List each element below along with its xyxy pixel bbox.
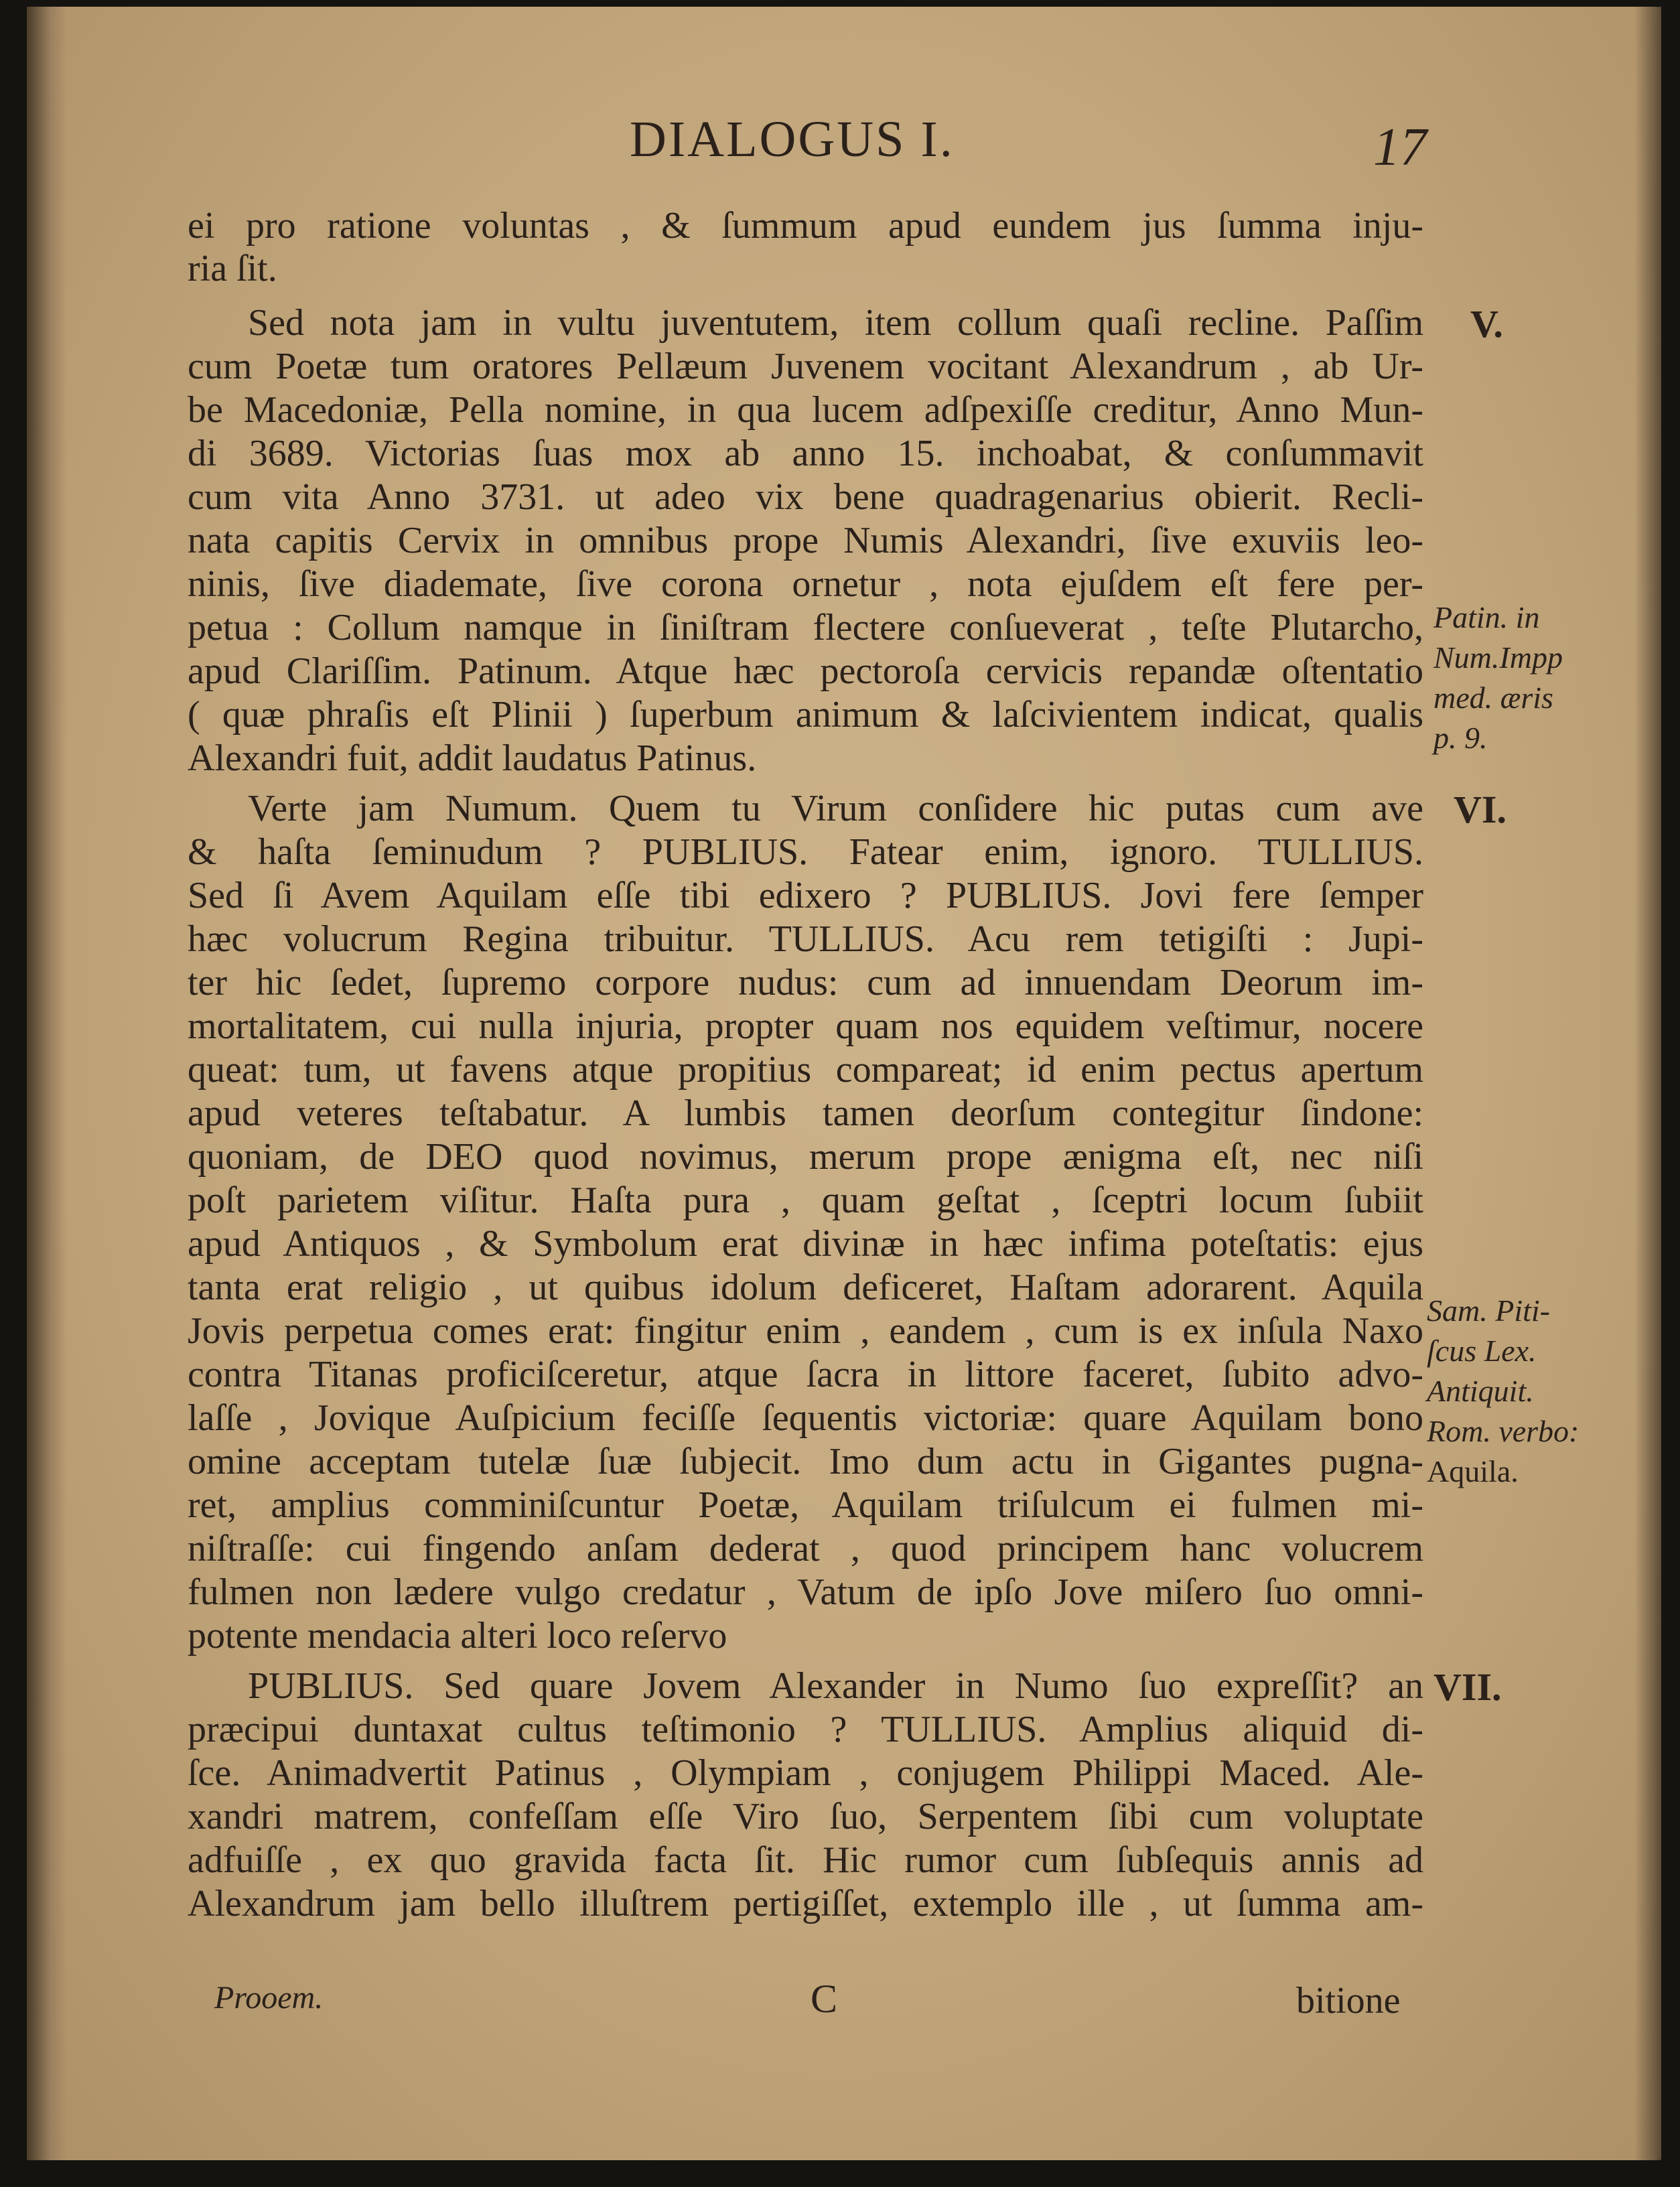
text-line: be Macedoniæ, Pella nomine, in qua lucem adſpexiſſe creditur, Anno Mun-: [188, 389, 1423, 431]
text-line: fulmen non lædere vulgo credatur , Vatum de ipſo Jove miſero ſuo omni-: [188, 1571, 1423, 1613]
text-line: xandri matrem, confeſſam eſſe Viro ſuo, Serpentem ſibi cum voluptate: [188, 1796, 1423, 1837]
text-line: nata capitis Cervix in omnibus prope Numis Alexandri, ſive exuviis leo-: [188, 520, 1423, 561]
text-line: laſſe , Jovique Auſpicium feciſſe ſequentis victoriæ: quare Aquilam bono: [188, 1397, 1423, 1439]
page-gutter: [27, 7, 67, 2160]
catchword: bitione: [1296, 1980, 1401, 2022]
text-line: quoniam, de DEO quod novimus, merum prope ænigma eſt, nec niſi: [188, 1136, 1423, 1178]
margin-note-patin-1: Patin. in: [1433, 600, 1540, 634]
text-line: Jovis perpetua comes erat: fingitur enim , eandem , cum is ex inſula Naxo: [188, 1310, 1423, 1352]
text-line: ret, amplius comminiſcuntur Poetæ, Aquilam triſulcum ei fulmen mi-: [188, 1484, 1423, 1526]
text-line: hæc volucrum Regina tribuitur. TULLIUS. Acu rem tetigiſti : Jupi-: [188, 918, 1423, 960]
section-number-v: V.: [1470, 302, 1503, 346]
text-line: præcipui duntaxat cultus teſtimonio ? TULLIUS. Amplius aliquid di-: [188, 1709, 1423, 1750]
margin-note-patin-2: Num.Impp: [1433, 640, 1563, 675]
text-line: omine acceptam tutelæ ſuæ ſubjecit. Imo dum actu in Gigantes pugna-: [188, 1441, 1423, 1482]
text-line: Sed ſi Avem Aquilam eſſe tibi edixero ? PUBLIUS. Jovi fere ſemper: [188, 875, 1423, 916]
text-line: ( quæ phraſis eſt Plinii ) ſuperbum animum & laſcivientem indicat, qualis: [188, 694, 1423, 735]
text-line: apud Clariſſim. Patinum. Atque hæc pectoroſa cervicis repandæ oſtentatio: [188, 650, 1423, 692]
page-number: 17: [1373, 118, 1427, 177]
text-line: apud Antiquos , & Symbolum erat divinæ in hæc infima poteſtatis: ejus: [188, 1223, 1423, 1265]
text-line: tanta erat religio , ut quibus idolum deficeret, Haſtam adorarent. Aquila: [188, 1267, 1423, 1308]
margin-note-piti-2: ſcus Lex.: [1427, 1334, 1537, 1368]
margin-note-piti-5: Aquila.: [1427, 1454, 1519, 1488]
text-line: PUBLIUS. Sed quare Jovem Alexander in Numo ſuo expreſſit? an: [248, 1665, 1423, 1707]
text-line: & haſta ſeminudum ? PUBLIUS. Fatear enim, ignoro. TULLIUS.: [188, 831, 1423, 873]
text-line: ria ſit.: [188, 248, 277, 289]
text-line: potente mendacia alteri loco reſervo: [188, 1615, 727, 1656]
page-edge: [1634, 7, 1661, 2160]
section-number-vii: VII.: [1433, 1665, 1502, 1709]
text-line: petua : Collum namque in ſiniſtram flectere conſueverat , teſte Plutarcho,: [188, 607, 1423, 648]
margin-note-patin-3: med. æris: [1433, 681, 1553, 715]
footer-left-note: Prooem.: [214, 1980, 324, 2016]
text-line: di 3689. Victorias ſuas mox ab anno 15. inchoabat, & conſummavit: [188, 433, 1423, 474]
section-number-vi: VI.: [1454, 788, 1507, 831]
text-line: ei pro ratione voluntas , & ſummum apud eundem jus ſumma inju-: [188, 205, 1423, 246]
text-line: Sed nota jam in vultu juventutem, item collum quaſi recline. Paſſim: [248, 302, 1423, 344]
margin-note-patin-4: p. 9.: [1433, 721, 1488, 755]
text-line: apud veteres teſtabatur. A lumbis tamen deorſum contegitur ſindone:: [188, 1092, 1423, 1134]
text-line: poſt parietem viſitur. Haſta pura , quam geſtat , ſceptri locum ſubiit: [188, 1180, 1423, 1221]
text-line: cum Poetæ tum oratores Pellæum Juvenem vocitant Alexandrum , ab Ur-: [188, 346, 1423, 387]
text-line: adfuiſſe , ex quo gravida facta ſit. Hic rumor cum ſubſequis annis ad: [188, 1839, 1423, 1881]
text-line: queat: tum, ut favens atque propitius compareat; id enim pectus apertum: [188, 1049, 1423, 1090]
signature-mark: C: [811, 1977, 838, 2021]
margin-note-piti-3: Antiquit.: [1427, 1374, 1534, 1408]
margin-note-piti-4: Rom. verbo:: [1427, 1414, 1580, 1448]
text-line: Verte jam Numum. Quem tu Virum conſidere hic putas cum ave: [248, 788, 1423, 829]
text-line: contra Titanas proficiſceretur, atque ſacra in littore faceret, ſubito advo-: [188, 1354, 1423, 1395]
text-line: mortalitatem, cui nulla injuria, propter quam nos equidem veſtimur, nocere: [188, 1005, 1423, 1047]
text-line: ninis, ſive diademate, ſive corona ornetur , nota ejuſdem eſt fere per-: [188, 563, 1423, 605]
margin-note-piti-1: Sam. Piti-: [1427, 1293, 1550, 1328]
text-line: niſtraſſe: cui fingendo anſam dederat , quod principem hanc volucrem: [188, 1528, 1423, 1569]
text-line: ſce. Animadvertit Patinus , Olympiam , conjugem Philippi Maced. Ale-: [188, 1752, 1423, 1794]
text-line: ter hic ſedet, ſupremo corpore nudus: cum ad innuendam Deorum im-: [188, 962, 1423, 1003]
text-line: cum vita Anno 3731. ut adeo vix bene quadragenarius obierit. Recli-: [188, 476, 1423, 518]
text-line: Alexandri fuit, addit laudatus Patinus.: [188, 737, 757, 779]
running-header: DIALOGUS I.: [630, 111, 955, 167]
text-line: Alexandrum jam bello illuſtrem pertigiſſet, extemplo ille , ut ſumma am-: [188, 1883, 1423, 1924]
